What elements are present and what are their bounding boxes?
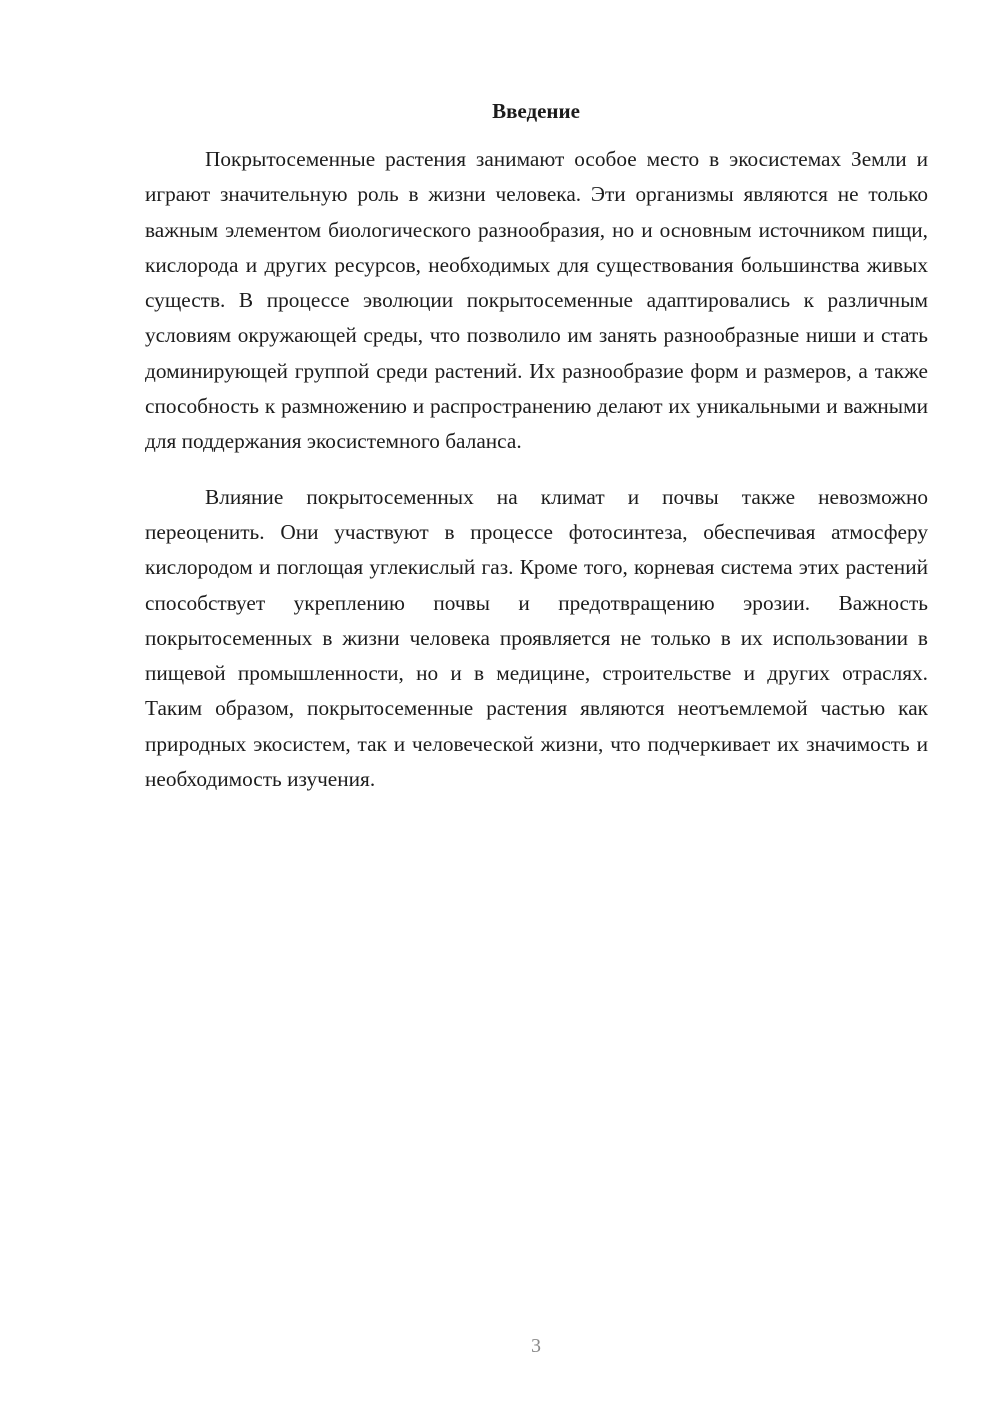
paragraph-2: Влияние покрытосеменных на климат и почвы также невозможно переоценить. Они участвуют в процессе фотосинтеза, обеспечивая атмосферу кислородом и поглощая углекислый газ. Кроме того, корневая система этих растений способствует укреплению почвы и предотвращению эрозии. Важность покрытосеменных в жизни человека проявляется не только в их использовании в пищевой промышленности, но и в медицине, строительстве и других отраслях. Таким образом, покрытосеменные растения являются неотъемлемой частью как природных экосистем, так и человеческой жизни, что подчеркивает их значимость и необходимость изучения.: [145, 484, 928, 792]
paragraph-1: Покрытосеменные растения занимают особое место в экосистемах Земли и играют значительную роль в жизни человека. Эти организмы являются не только важным элементом биологического разнообразия, но и основным источником пищи, кислорода и других ресурсов, необходимых для существования большинства живых существ. В процессе эволюции покрытосеменные адаптировались к различным условиям окружающей среды, что позволило им занять разнообразные ниши и стать доминирующей группой среди растений. Их разнообразие форм и размеров, а также способность к размножению и распространению делают их уникальными и важными для поддержания экосистемного баланса.: [145, 147, 928, 454]
body-text: [145, 142, 928, 797]
page-title: Введение: [492, 99, 580, 123]
page-number: 3: [531, 1335, 541, 1357]
